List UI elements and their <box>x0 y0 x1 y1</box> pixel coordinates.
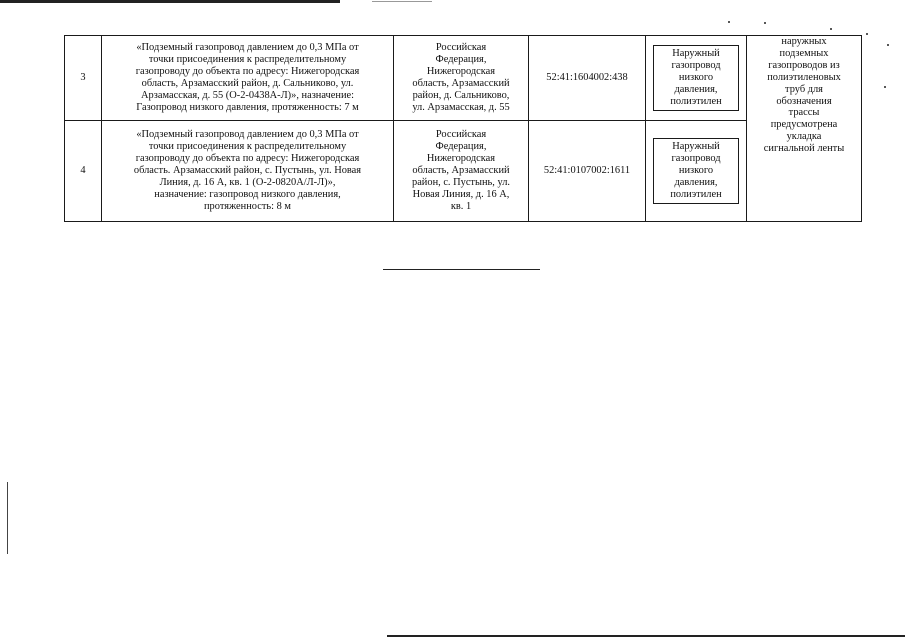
object-description-text: «Подземный газопровод давлением до 0,3 МПа от точки присоединения к распределительному газопроводу до объекта по адресу: Нижегородская область. Арзамасский район, с. Пустынь, ул. Новая Линия, д. 16 А, кв. 1 (О-2-0820А/Л-Л)», назначение: газопровод низкого давления, протяженность: 8 м <box>133 129 362 212</box>
pipe-type <box>646 36 747 121</box>
scan-margin-mark <box>7 482 8 554</box>
pipe-type <box>646 121 747 222</box>
cadastral-number: 52:41:1604002:438 <box>529 36 646 121</box>
row-number: 3 <box>65 36 102 121</box>
scan-top-rule-faint <box>372 1 432 2</box>
row-number: 4 <box>65 121 102 222</box>
scan-speck <box>830 28 832 30</box>
scan-bottom-rule <box>387 635 905 637</box>
protection-note-text: наружных подземных газопроводов из полиэтиленовых труб для обозначения трассы предусмотрена укладка сигнальной ленты <box>763 36 845 155</box>
object-location <box>394 121 529 222</box>
scan-speck <box>764 22 766 24</box>
object-description <box>102 121 394 222</box>
cadastral-number: 52:41:0107002:1611 <box>529 121 646 222</box>
scan-speck <box>884 86 886 88</box>
protection-note <box>747 36 862 222</box>
pipe-type-text: Наружный газопровод низкого давления, полиэтилен <box>653 45 739 111</box>
scan-top-rule <box>0 0 340 3</box>
scan-speck <box>887 44 889 46</box>
table-row <box>65 121 862 222</box>
object-description-text: «Подземный газопровод давлением до 0,3 МПа от точки присоединения к распределительному газопроводу до объекта по адресу: Нижегородская область, Арзамасский район, д. Сальниково, ул. Арзамасская, д. 55 (О-2-0438А-Л)», назначение: Газопровод низкого давления, протяженность: 7 м <box>135 42 360 113</box>
table-row <box>65 36 862 121</box>
object-location <box>394 36 529 121</box>
object-location-text: Российская Федерация, Нижегородская область, Арзамасский район, с. Пустынь, ул. Новая Линия, д. 16 А, кв. 1 <box>412 129 510 212</box>
pipe-type-text: Наружный газопровод низкого давления, полиэтилен <box>653 138 739 204</box>
object-description <box>102 36 394 121</box>
scan-speck <box>728 21 730 23</box>
document-end-rule <box>383 269 540 270</box>
object-location-text: Российская Федерация, Нижегородская область, Арзамасский район, д. Сальниково, ул. Арзамасская, д. 55 <box>412 42 510 113</box>
gas-pipeline-registry-table <box>64 35 862 222</box>
scan-speck <box>866 33 868 35</box>
